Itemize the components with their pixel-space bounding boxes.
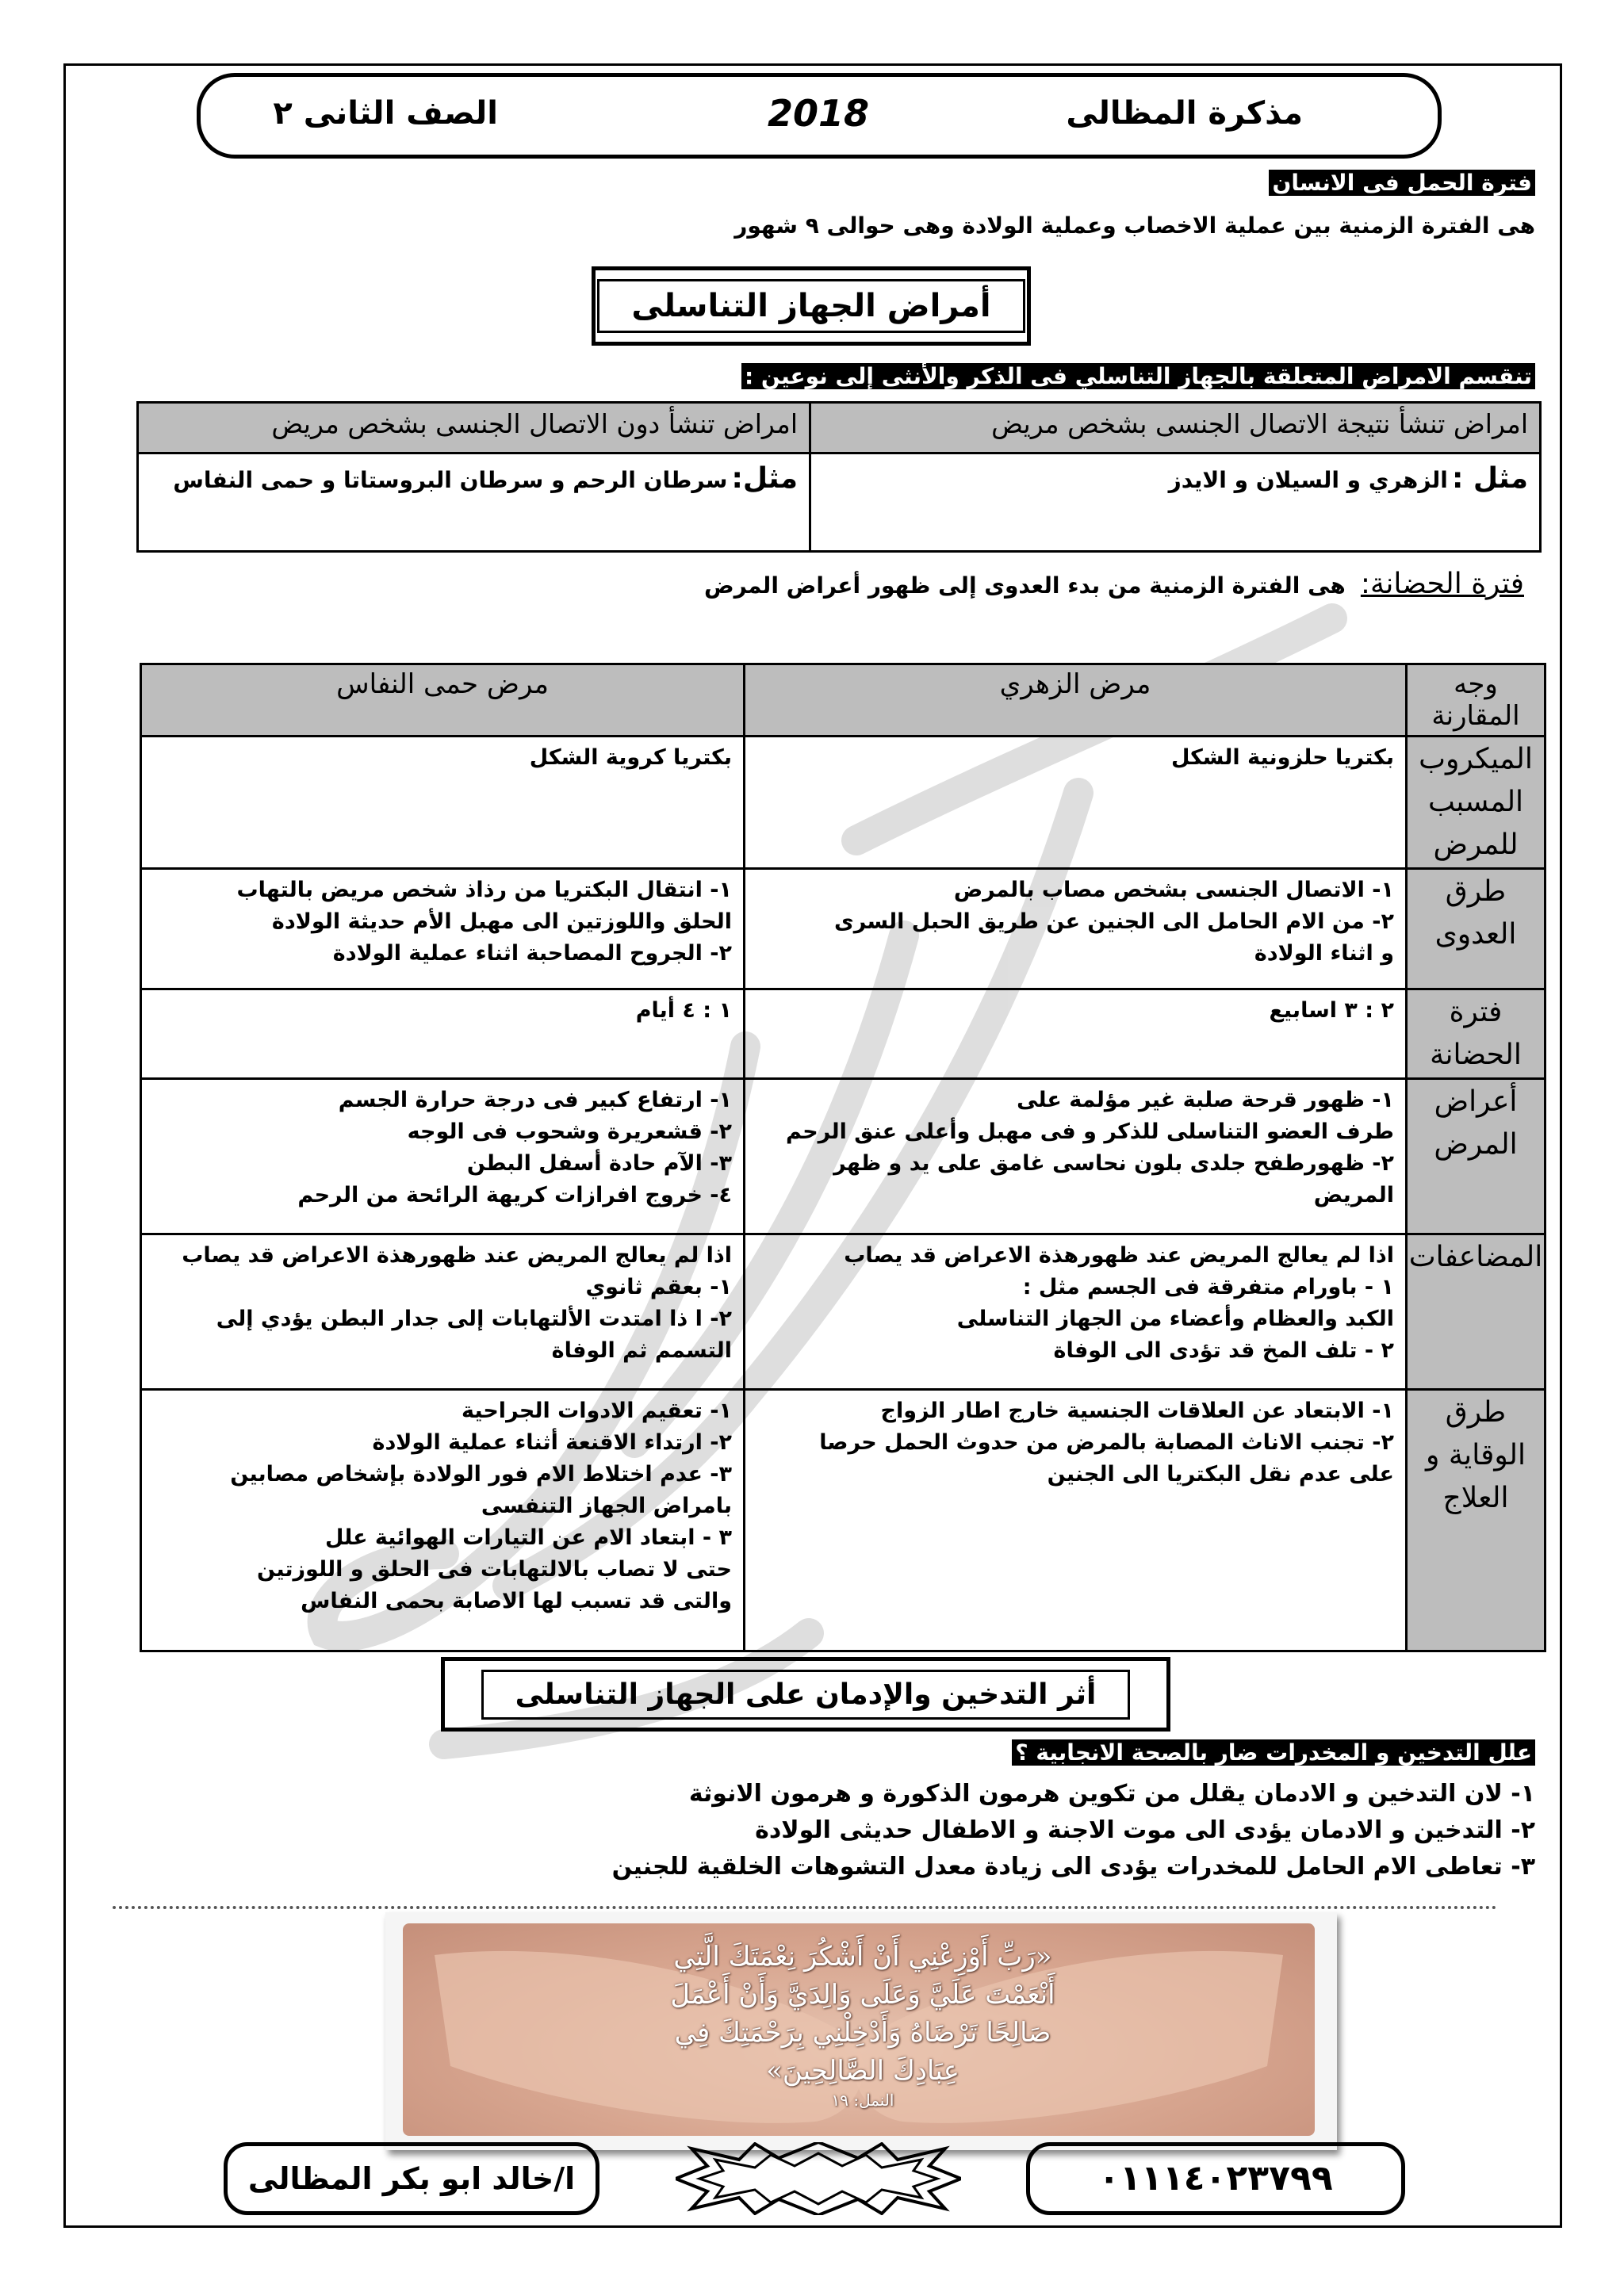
syphilis-cell (745, 737, 1407, 869)
puerperal-cell (141, 737, 745, 869)
cell-line: اذا لم يعالج المريض عند ظهورهذة الاعراض قد يصاب (182, 1243, 732, 1268)
cell-line: ٢- تجنب الاناث المصابة بالمرض من حدوث الحمل حرصا (819, 1430, 1394, 1455)
cell-line: ٤- خروج افرازات كريهة الرائحة من الرحم (297, 1183, 732, 1207)
phone-box: ٠١١١٤٠٢٣٧٩٩ (1026, 2142, 1405, 2215)
syphilis-cell (745, 1079, 1407, 1234)
smoking-question: علل التدخين و المخدرات ضار بالصحة الانجابية ؟ (1012, 1739, 1535, 1766)
comparison-row (141, 1390, 1545, 1651)
header-title: مذكرة المظالى (1066, 95, 1303, 132)
puerperal-cell (141, 869, 745, 989)
cell-line: اذا لم يعالج المريض عند ظهورهذة الاعراض قد يصاب (844, 1243, 1394, 1268)
puerperal-cell (141, 1390, 745, 1651)
cell-line: والتى قد تسبب لها الاصابة بحمى النفاس (301, 1589, 732, 1613)
cell-line: ١ - باورام متفرقة فى الجسم مثل : (1022, 1275, 1394, 1299)
cell-line: ١- تعقيم الادوات الجراحية (461, 1399, 732, 1423)
cell-line: ٢ - تلف المخ قد تؤدى الى الوفاة (1053, 1338, 1394, 1363)
comparison-row (141, 737, 1545, 869)
cell-line: على عدم نقل البكتريا الى الجنين (1047, 1462, 1394, 1487)
header-year: 2018 (768, 92, 870, 135)
cell-line: ٢- ظهورطفح جلدى بلون نحاسى غامق على يد و ظهر (833, 1151, 1394, 1176)
cell-line: ٣- الآم حادة أسفل البطن (466, 1151, 732, 1176)
cell-line: ١- الابتعاد عن العلاقات الجنسية خارج اطار الزواج (880, 1399, 1394, 1423)
types-example-transmitted (810, 453, 1541, 552)
smoking-point: ٣- تعاطى الام الحامل للمخدرات يؤدى الى زيادة معدل التشوهات الخلقية للجنين (611, 1853, 1535, 1881)
syphilis-cell (745, 989, 1407, 1079)
puerperal-cell (141, 1079, 745, 1234)
syphilis-cell (745, 1234, 1407, 1390)
verse-text (442, 1938, 1283, 2110)
comparison-table (140, 663, 1546, 1652)
praying-hands-image (403, 1923, 1315, 2136)
cell-line: ٣ - ابتعاد الام عن التيارات الهوائية علل (324, 1525, 732, 1550)
comparison-header-puerperal: مرض حمى النفاس (141, 664, 745, 737)
verse-line: «رَبِّ أَوْزِعْنِي أَنْ أَشْكُرَ نِعْمَتَكَ الَّتِي (673, 1941, 1052, 1973)
incubation-heading: فترة الحضانة: (1360, 568, 1524, 600)
cell-line: ١- ظهور قرحة صلبة غير مؤلمة على (1017, 1088, 1394, 1112)
verse-line: أَنْعَمْتَ عَلَيَّ وَعَلَى وَالِدَيَّ وَأَنْ أَعْمَلَ (670, 1979, 1055, 2011)
cell-line: ١- انتقال البكتريا من رذاذ شخص مريض بالتهاب (236, 878, 732, 902)
comparison-row-label: الميكروب المسبب للمرض (1407, 737, 1545, 869)
puerperal-cell (141, 989, 745, 1079)
comparison-row (141, 1079, 1545, 1234)
types-example-non-transmitted (138, 453, 810, 552)
cell-line: التسمم ثم الوفاة (551, 1338, 732, 1363)
example-label: مثل : (1451, 462, 1528, 495)
header-grade: الصف الثانى ٢ (273, 95, 498, 132)
cell-line: ١- بعقم ثانوي (585, 1275, 732, 1299)
cell-line: بامراض الجهاز التنفسى (481, 1494, 732, 1518)
cell-line: طرف العضو التناسلى للذكر و فى مهبل وأعلى عنق الرحم (786, 1119, 1394, 1144)
comparison-row-label: فترة الحضانة (1407, 989, 1545, 1079)
syphilis-cell (745, 869, 1407, 989)
cell-line: ٢ : ٣ اسابيع (1269, 998, 1394, 1023)
verse-reference: النمل: ١٩ (831, 2091, 894, 2110)
syphilis-cell (745, 1390, 1407, 1651)
comparison-row-label: المضاعفات (1407, 1234, 1545, 1390)
smoking-title-box (441, 1657, 1170, 1732)
cell-line: و اثناء الولادة (1254, 941, 1394, 966)
cell-line: ١ : ٤ أيام (635, 998, 732, 1023)
example-label: مثل: (731, 462, 798, 495)
comparison-header-aspect: وجه المقارنة (1407, 664, 1545, 737)
cell-line: ١- الاتصال الجنسى بشخص مصاب بالمرض (953, 878, 1394, 902)
types-header-transmitted: امراض تنشأ نتيجة الاتصال الجنسى بشخص مريض (810, 403, 1541, 453)
verse-line: عِبَادِكَ الصَّالِحِينَ» (766, 2055, 959, 2087)
author-box: ا/خالد ابو بكر المظالى (224, 2142, 599, 2215)
cell-line: ٢- ارتداء الاقنعة أثناء عملية الولادة (372, 1430, 732, 1455)
smoking-point: ١- لان التدخين و الادمان يقلل من تكوين هرمون الذكورة و هرمون الانوثة (688, 1780, 1535, 1808)
division-text: تنقسم الامراض المتعلقة بالجهاز التناسلي فى الذكر والأنثى إلى نوعين : (741, 363, 1535, 389)
comparison-row-label: طرق الوقاية و العلاج (1407, 1390, 1545, 1651)
smoking-point: ٢- التدخين و الادمان يؤدى الى موت الاجنة و الاطفال حديثى الولادة (755, 1816, 1535, 1844)
cell-line: ٢- من الام الحامل الى الجنين عن طريق الحبل السرى (834, 909, 1394, 934)
comparison-row (141, 869, 1545, 989)
starburst-icon (676, 2142, 961, 2215)
example-value: سرطان الرحم و سرطان البروستاتا و حمى النفاس (173, 467, 728, 493)
section-title: أمراض الجهاز التناسلى (597, 279, 1025, 333)
section-title-box (592, 266, 1031, 346)
cell-line: الحلق واللوزتين الى مهبل الأم حديثة الولادة (271, 909, 732, 934)
comparison-row-label: طرق العدوى (1407, 869, 1545, 989)
cell-line: ٣- عدم اختلاط الام فور الولادة بإشخاص مصابين (230, 1462, 732, 1487)
incubation-text: هى الفترة الزمنية من بدء العدوى إلى ظهور أعراض المرض (703, 572, 1346, 599)
verse-image-frame (385, 1912, 1337, 2150)
cell-line: ٢- الجروح المصاحبة اثناء عملية الولادة (332, 941, 732, 966)
comparison-row-label: أعراض المرض (1407, 1079, 1545, 1234)
cell-line: بكتريا كروية الشكل (529, 745, 732, 770)
cell-line: ١- ارتفاع كبير فى درجة حرارة الجسم (338, 1088, 732, 1112)
comparison-row (141, 989, 1545, 1079)
types-header-non-transmitted: امراض تنشأ دون الاتصال الجنسى بشخص مريض (138, 403, 810, 453)
smoking-points (612, 1776, 1535, 1885)
example-value: الزهري و السيلان و الايدز (1168, 467, 1448, 493)
cell-line: ٢- ا ذا امتدت الألتهابات إلى جدار البطن يؤدي إلى (216, 1307, 732, 1331)
pregnancy-text: هى الفترة الزمنية بين عملية الاخصاب وعملية الولادة وهى حوالى ٩ شهور (734, 212, 1535, 239)
incubation-line (704, 568, 1524, 600)
puerperal-cell (141, 1234, 745, 1390)
disease-types-table (136, 401, 1542, 553)
dotted-divider (113, 1906, 1497, 1909)
cell-line: حتى لا تصاب بالالتهابات فى الحلق و اللوزتين (257, 1557, 732, 1582)
pregnancy-heading: فترة الحمل فى الانسان (1269, 170, 1535, 196)
cell-line: الكبد والعظام وأعضاء من الجهاز التناسلى (956, 1307, 1394, 1331)
cell-line: المريض (1313, 1183, 1394, 1207)
comparison-row (141, 1234, 1545, 1390)
cell-line: بكتريا حلزونية الشكل (1171, 745, 1394, 770)
comparison-header-syphilis: مرض الزهري (745, 664, 1407, 737)
smoking-title: أثر التدخين والإدمان على الجهاز التناسلى (481, 1670, 1131, 1720)
verse-line: صَالِحًا تَرْضَاهُ وَأَدْخِلْنِي بِرَحْمَتِكَ فِي (674, 2017, 1051, 2049)
cell-line: ٢- قشعريرة وشحوب فى الوجه (407, 1119, 732, 1144)
